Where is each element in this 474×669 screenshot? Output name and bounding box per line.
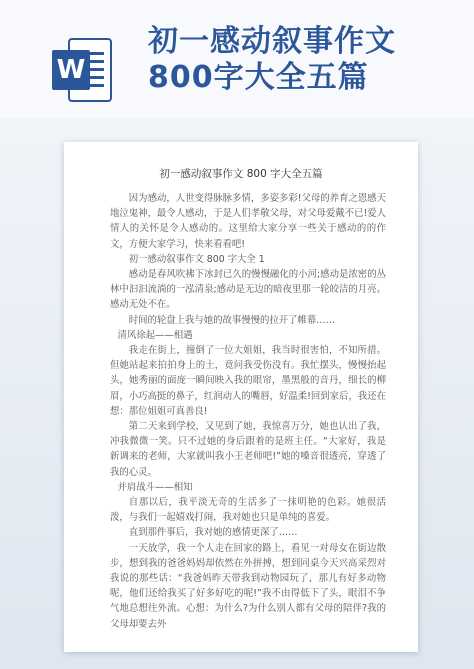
document-body [110, 191, 386, 632]
document-paragraph: 因为感动，人世变得脉脉多情，多姿多彩!父母的养育之恩感天地泣鬼神，最令人感动，于是人们孝敬父母，对父母爱戴不已!爱人情人的关怀是令人感动的。这里给大家分享一些关于感动的的作文，方便大家学习，快来看看吧! [110, 193, 386, 250]
document-paragraph: 初一感动叙事作文 800 字大全 1 [128, 253, 265, 265]
page-title-line-1: 初一感动叙事作文 [148, 24, 396, 59]
word-icon-letter: W [52, 50, 90, 90]
header-banner [0, 0, 474, 118]
document-paragraph: 时间的轮盘上我与她的故事慢慢的拉开了帷幕…… [128, 314, 336, 326]
document-preview-page [64, 142, 418, 652]
word-icon [52, 38, 114, 102]
page-title-line-2: 800字大全五篇 [148, 60, 369, 95]
document-paragraph: 第二天来到学校，又见到了她，我惊喜万分，她也认出了我，冲我微微一笑。只不过她的身后跟着的是班主任。“大家好，我是新调来的老师，大家就叫我小王老师吧!”她的嗓音很透亮，穿透了我的心灵。 [110, 421, 386, 478]
document-paragraph: 一天放学，我一个人走在回家的路上，看见一对母女在街边散步，想到我的爸爸妈妈却依然在外拼搏，想到同桌今天兴高采烈对我说的那些话：“我爸妈昨天带我到动物园玩了，那儿有好多动物呢，他们还给我买了好多好吃的呢!”我不由得低下了头，眼泪不争气地总想往外流。心想：为什么?为什么别人都有父母的陪伴?我的父母却要去外 [110, 542, 386, 630]
document-paragraph: 自那以后，我平淡无奇的生活多了一抹明艳的色彩。她很活泼，与我们一起嬉戏打闹，我对她也只是单纯的喜爱。 [110, 497, 386, 524]
document-paragraph: 直到那件事后，我对她的感情更深了…… [128, 527, 298, 539]
document-heading: 初一感动叙事作文 800 字大全五篇 [159, 168, 323, 180]
document-section-heading: 清风徐起——相遇 [117, 329, 193, 341]
document-section-heading: 并肩战斗——相知 [117, 481, 193, 493]
page-title [148, 24, 448, 96]
document-paragraph: 感动是春风吹拂下冰封已久的慢慢融化的小河;感动是浓密的丛林中汩汩流淌的一泓清泉;感动是无边的暗夜里那一轮皎洁的月亮。感动无处不在。 [110, 269, 386, 311]
document-paragraph: 我走在街上，撞倒了一位大姐姐，我当时很害怕，不知所措。但她站起来拍拍身上的土，竟问我受伤没有。我忙摆头，慢慢抬起头，她秀丽的面庞一瞬间映入我的眼帘，墨黑般的音丹，细长的柳眉，小巧高挺的鼻子，红润动人的嘴唇，好温柔!回到家后，我还在想：那位姐姐可真善良! [110, 345, 386, 417]
